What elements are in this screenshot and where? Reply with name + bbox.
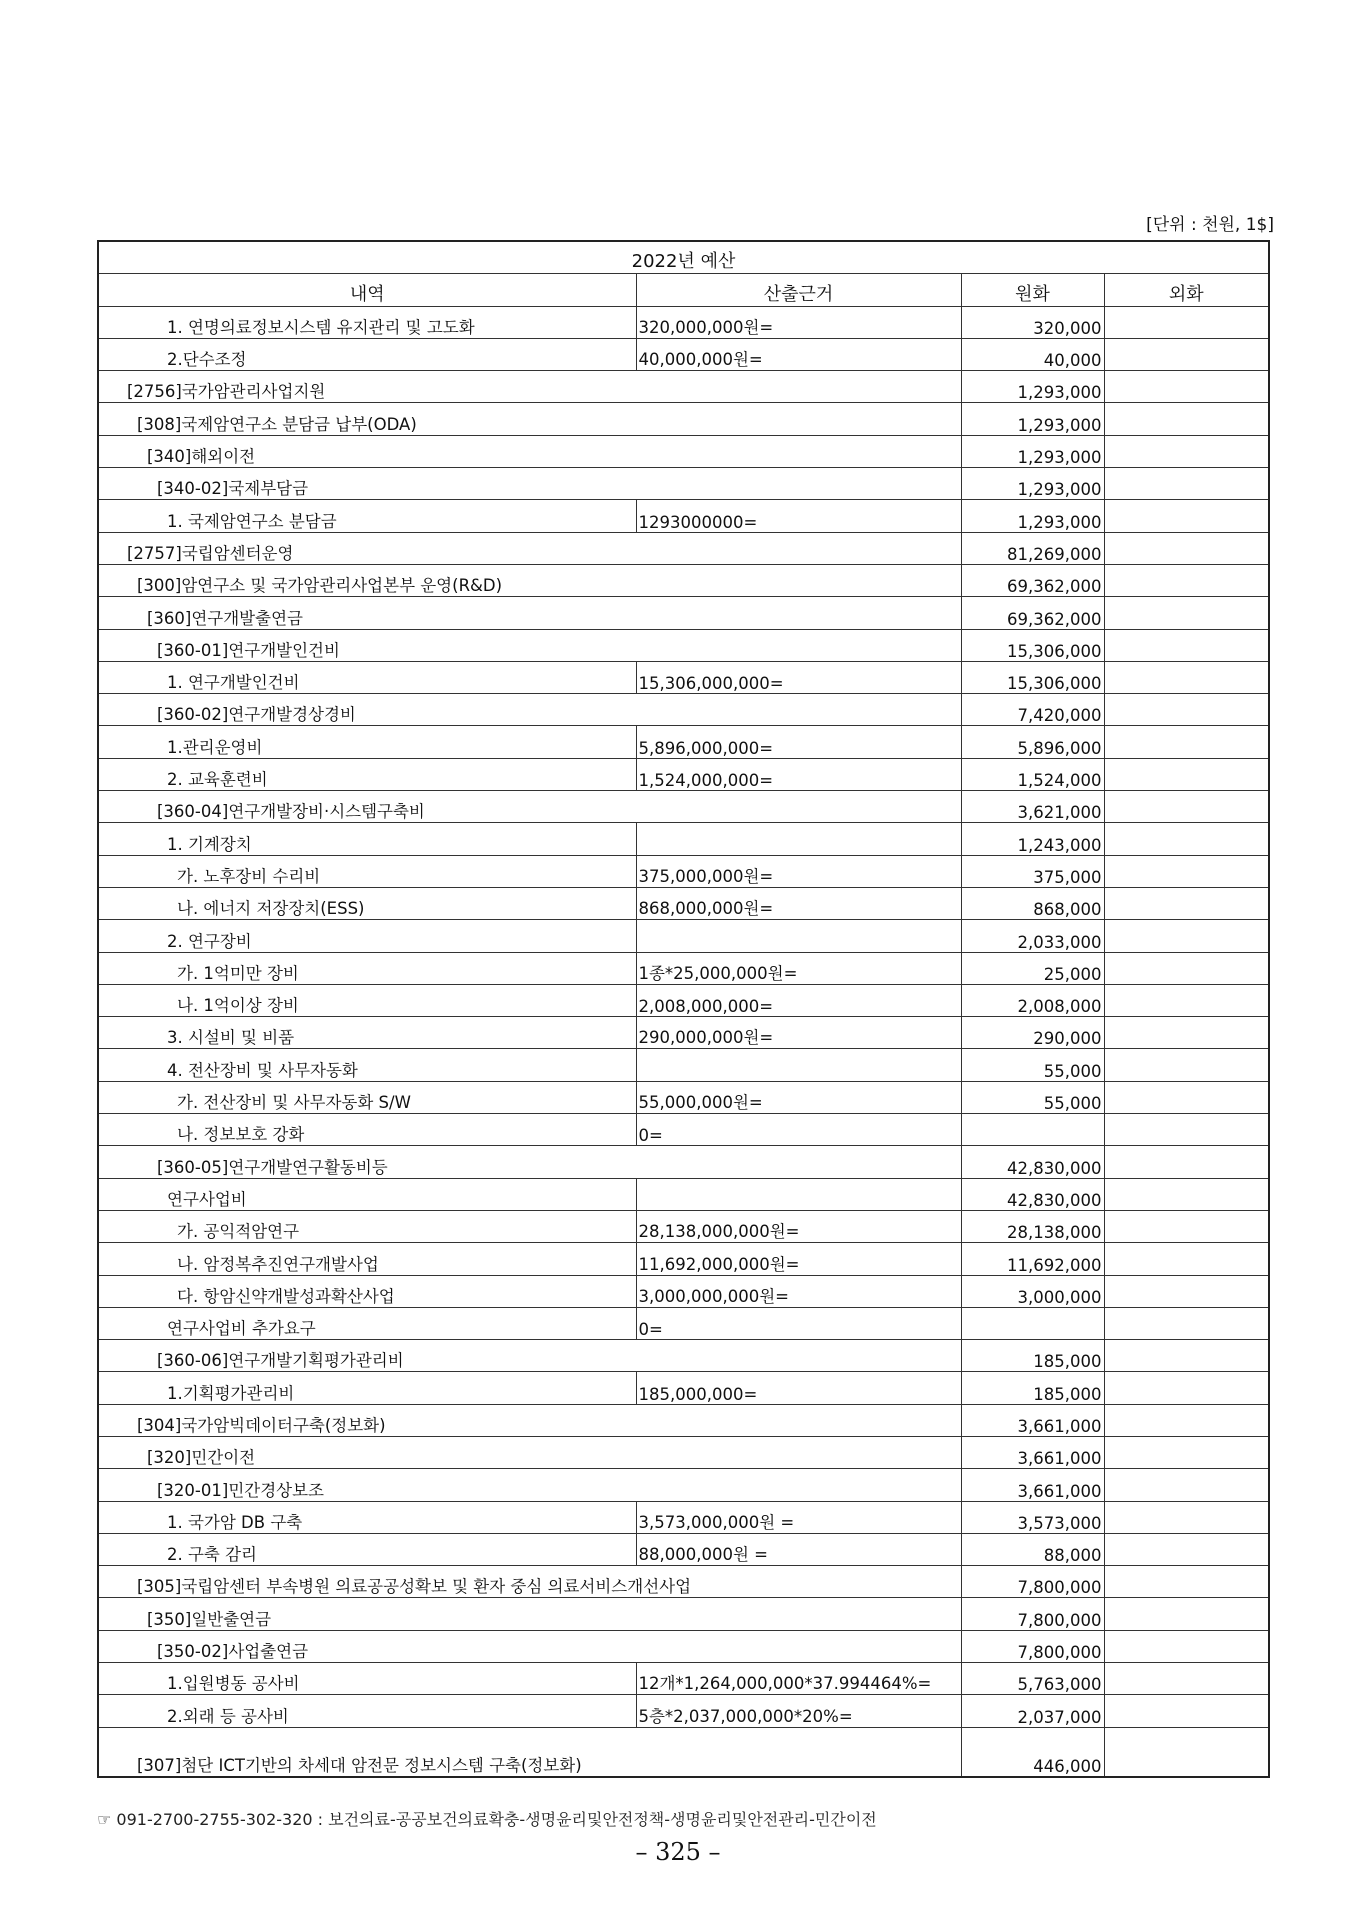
- table-row: [98, 1404, 1269, 1436]
- row-basis: 12개*1,264,000,000*37.994464%=: [636, 1663, 961, 1695]
- row-krw: 2,033,000: [961, 920, 1104, 952]
- row-krw: 1,293,000: [961, 500, 1104, 532]
- table-row: [98, 726, 1269, 758]
- row-foreign: [1104, 629, 1269, 661]
- row-foreign: [1104, 1501, 1269, 1533]
- row-krw: 2,008,000: [961, 984, 1104, 1016]
- row-foreign: [1104, 435, 1269, 467]
- row-item: [360-02]연구개발경상경비: [98, 694, 961, 726]
- row-item: [307]첨단 ICT기반의 차세대 암전문 정보시스템 구축(정보화): [98, 1727, 961, 1777]
- row-item: 2. 교육훈련비: [98, 758, 636, 790]
- row-item: [340-02]국제부담금: [98, 468, 961, 500]
- row-foreign: [1104, 1017, 1269, 1049]
- row-foreign: [1104, 823, 1269, 855]
- row-krw: 55,000: [961, 1049, 1104, 1081]
- row-basis: 375,000,000원=: [636, 855, 961, 887]
- row-foreign: [1104, 371, 1269, 403]
- row-basis: 55,000,000원=: [636, 1081, 961, 1113]
- unit-label: [단위 : 천원, 1$]: [1146, 215, 1274, 235]
- row-item: 가. 전산장비 및 사무자동화 S/W: [98, 1081, 636, 1113]
- row-basis: 320,000,000원=: [636, 306, 961, 338]
- row-krw: 1,293,000: [961, 403, 1104, 435]
- row-item: 4. 전산장비 및 사무자동화: [98, 1049, 636, 1081]
- row-foreign: [1104, 1695, 1269, 1727]
- row-foreign: [1104, 920, 1269, 952]
- row-krw: 15,306,000: [961, 629, 1104, 661]
- row-foreign: [1104, 1340, 1269, 1372]
- row-foreign: [1104, 1081, 1269, 1113]
- row-krw: 868,000: [961, 887, 1104, 919]
- table-row: [98, 338, 1269, 370]
- row-item: [2757]국립암센터운영: [98, 532, 961, 564]
- row-foreign: [1104, 1533, 1269, 1565]
- row-basis: 40,000,000원=: [636, 338, 961, 370]
- header-krw: 원화: [961, 274, 1104, 306]
- row-item: 나. 암정복추진연구개발사업: [98, 1243, 636, 1275]
- table-row: [98, 1630, 1269, 1662]
- row-basis: [636, 1049, 961, 1081]
- row-krw: 1,243,000: [961, 823, 1104, 855]
- row-item: 가. 공익적암연구: [98, 1210, 636, 1242]
- row-item: [304]국가암빅데이터구축(정보화): [98, 1404, 961, 1436]
- table-row: [98, 1049, 1269, 1081]
- row-item: [300]암연구소 및 국가암관리사업본부 운영(R&D): [98, 564, 961, 596]
- row-krw: 69,362,000: [961, 564, 1104, 596]
- row-item: [360-04]연구개발장비·시스템구축비: [98, 791, 961, 823]
- row-basis: 5,896,000,000=: [636, 726, 961, 758]
- row-krw: 1,293,000: [961, 371, 1104, 403]
- row-item: [360]연구개발출연금: [98, 597, 961, 629]
- row-item: [350-02]사업출연금: [98, 1630, 961, 1662]
- row-foreign: [1104, 791, 1269, 823]
- table-row: [98, 1598, 1269, 1630]
- row-foreign: [1104, 564, 1269, 596]
- row-foreign: [1104, 468, 1269, 500]
- table-row: [98, 435, 1269, 467]
- row-basis: [636, 1178, 961, 1210]
- row-basis: 2,008,000,000=: [636, 984, 961, 1016]
- row-foreign: [1104, 1210, 1269, 1242]
- row-krw: 7,800,000: [961, 1630, 1104, 1662]
- table-row: [98, 661, 1269, 693]
- row-krw: 185,000: [961, 1372, 1104, 1404]
- table-row: [98, 564, 1269, 596]
- row-item: 1.기획평가관리비: [98, 1372, 636, 1404]
- table-row: [98, 1695, 1269, 1727]
- row-item: 2.단수조정: [98, 338, 636, 370]
- table-row: [98, 855, 1269, 887]
- row-item: 2.외래 등 공사비: [98, 1695, 636, 1727]
- table-row: [98, 1372, 1269, 1404]
- row-basis: 28,138,000,000원=: [636, 1210, 961, 1242]
- table-row: [98, 1340, 1269, 1372]
- row-krw: 3,000,000: [961, 1275, 1104, 1307]
- row-item: 연구사업비: [98, 1178, 636, 1210]
- table-row: [98, 468, 1269, 500]
- table-row: [98, 629, 1269, 661]
- table-row: [98, 1469, 1269, 1501]
- table-row: [98, 1178, 1269, 1210]
- row-krw: 88,000: [961, 1533, 1104, 1565]
- row-krw: 55,000: [961, 1081, 1104, 1113]
- row-krw: 3,661,000: [961, 1436, 1104, 1468]
- row-krw: 185,000: [961, 1340, 1104, 1372]
- row-krw: 5,763,000: [961, 1663, 1104, 1695]
- budget-table: [97, 240, 1270, 1778]
- row-foreign: [1104, 1049, 1269, 1081]
- row-basis: 5층*2,037,000,000*20%=: [636, 1695, 961, 1727]
- row-item: [360-05]연구개발연구활동비등: [98, 1146, 961, 1178]
- table-row: [98, 1533, 1269, 1565]
- row-krw: 290,000: [961, 1017, 1104, 1049]
- row-krw: 3,621,000: [961, 791, 1104, 823]
- row-foreign: [1104, 1178, 1269, 1210]
- row-krw: 5,896,000: [961, 726, 1104, 758]
- header-foreign: 외화: [1104, 274, 1269, 306]
- row-foreign: [1104, 1404, 1269, 1436]
- table-row: [98, 791, 1269, 823]
- row-basis: 0=: [636, 1114, 961, 1146]
- row-item: 2. 구축 감리: [98, 1533, 636, 1565]
- table-row: [98, 532, 1269, 564]
- table-title: 2022년 예산: [98, 241, 1269, 274]
- row-krw: 15,306,000: [961, 661, 1104, 693]
- row-krw: 42,830,000: [961, 1178, 1104, 1210]
- row-item: 2. 연구장비: [98, 920, 636, 952]
- row-item: 가. 1억미만 장비: [98, 952, 636, 984]
- row-foreign: [1104, 1598, 1269, 1630]
- row-foreign: [1104, 500, 1269, 532]
- table-row: [98, 1114, 1269, 1146]
- row-basis: 290,000,000원=: [636, 1017, 961, 1049]
- row-basis: 1종*25,000,000원=: [636, 952, 961, 984]
- row-basis: 11,692,000,000원=: [636, 1243, 961, 1275]
- table-title-row: [98, 241, 1269, 274]
- row-item: 1. 연구개발인건비: [98, 661, 636, 693]
- table-header-row: [98, 274, 1269, 306]
- table-row: [98, 1501, 1269, 1533]
- row-krw: 3,661,000: [961, 1469, 1104, 1501]
- table-row: [98, 887, 1269, 919]
- row-basis: 185,000,000=: [636, 1372, 961, 1404]
- row-item: [340]해외이전: [98, 435, 961, 467]
- row-basis: 88,000,000원 =: [636, 1533, 961, 1565]
- row-foreign: [1104, 694, 1269, 726]
- row-krw: 1,524,000: [961, 758, 1104, 790]
- row-item: [320-01]민간경상보조: [98, 1469, 961, 1501]
- row-item: 1.관리운영비: [98, 726, 636, 758]
- header-item: 내역: [98, 274, 636, 306]
- row-item: 나. 1억이상 장비: [98, 984, 636, 1016]
- row-krw: 11,692,000: [961, 1243, 1104, 1275]
- table-row: [98, 1243, 1269, 1275]
- table-row: [98, 984, 1269, 1016]
- row-krw: 3,661,000: [961, 1404, 1104, 1436]
- row-foreign: [1104, 887, 1269, 919]
- row-krw: 42,830,000: [961, 1146, 1104, 1178]
- row-foreign: [1104, 855, 1269, 887]
- row-basis: 1293000000=: [636, 500, 961, 532]
- row-foreign: [1104, 1275, 1269, 1307]
- row-krw: 40,000: [961, 338, 1104, 370]
- row-foreign: [1104, 726, 1269, 758]
- row-krw: 69,362,000: [961, 597, 1104, 629]
- row-item: 1. 연명의료정보시스템 유지관리 및 고도화: [98, 306, 636, 338]
- row-krw: [961, 1114, 1104, 1146]
- row-foreign: [1104, 1307, 1269, 1339]
- row-foreign: [1104, 1114, 1269, 1146]
- row-basis: [636, 823, 961, 855]
- row-item: [2756]국가암관리사업지원: [98, 371, 961, 403]
- table-row: [98, 1436, 1269, 1468]
- table-row: [98, 403, 1269, 435]
- row-foreign: [1104, 1372, 1269, 1404]
- row-foreign: [1104, 1566, 1269, 1598]
- row-item: 1. 국가암 DB 구축: [98, 1501, 636, 1533]
- row-item: [308]국제암연구소 분담금 납부(ODA): [98, 403, 961, 435]
- row-basis: [636, 920, 961, 952]
- row-basis: 15,306,000,000=: [636, 661, 961, 693]
- row-foreign: [1104, 1243, 1269, 1275]
- row-krw: [961, 1307, 1104, 1339]
- row-basis: 1,524,000,000=: [636, 758, 961, 790]
- row-item: 1.입원병동 공사비: [98, 1663, 636, 1695]
- row-item: 3. 시설비 및 비품: [98, 1017, 636, 1049]
- row-krw: 7,800,000: [961, 1566, 1104, 1598]
- table-row: [98, 1017, 1269, 1049]
- row-foreign: [1104, 1146, 1269, 1178]
- row-basis: 3,000,000,000원=: [636, 1275, 961, 1307]
- row-item: 1. 기계장치: [98, 823, 636, 855]
- table-row: [98, 1146, 1269, 1178]
- row-item: 연구사업비 추가요구: [98, 1307, 636, 1339]
- table-row: [98, 823, 1269, 855]
- row-foreign: [1104, 597, 1269, 629]
- row-foreign: [1104, 403, 1269, 435]
- row-foreign: [1104, 984, 1269, 1016]
- row-krw: 1,293,000: [961, 435, 1104, 467]
- table-row: [98, 1081, 1269, 1113]
- row-krw: 7,420,000: [961, 694, 1104, 726]
- row-foreign: [1104, 306, 1269, 338]
- row-item: [320]민간이전: [98, 1436, 961, 1468]
- row-basis: 3,573,000,000원 =: [636, 1501, 961, 1533]
- row-item: [350]일반출연금: [98, 1598, 961, 1630]
- table-row: [98, 1663, 1269, 1695]
- row-foreign: [1104, 758, 1269, 790]
- row-foreign: [1104, 661, 1269, 693]
- row-foreign: [1104, 1630, 1269, 1662]
- table-row: [98, 306, 1269, 338]
- row-krw: 25,000: [961, 952, 1104, 984]
- footer-note: ☞ 091-2700-2755-302-320 : 보건의료-공공보건의료확충-생명윤리및안전정책-생명윤리및안전관리-민간이전: [97, 1810, 877, 1829]
- row-item: 가. 노후장비 수리비: [98, 855, 636, 887]
- row-item: [305]국립암센터 부속병원 의료공공성확보 및 환자 중심 의료서비스개선사업: [98, 1566, 961, 1598]
- row-foreign: [1104, 338, 1269, 370]
- row-krw: 375,000: [961, 855, 1104, 887]
- row-krw: 81,269,000: [961, 532, 1104, 564]
- page-number: – 325 –: [635, 1838, 721, 1866]
- table-row: [98, 371, 1269, 403]
- row-foreign: [1104, 1727, 1269, 1777]
- row-item: 다. 항암신약개발성과확산사업: [98, 1275, 636, 1307]
- table-row: [98, 1727, 1269, 1777]
- table-row: [98, 1566, 1269, 1598]
- row-item: [360-01]연구개발인건비: [98, 629, 961, 661]
- row-krw: 2,037,000: [961, 1695, 1104, 1727]
- table-row: [98, 758, 1269, 790]
- row-basis: 0=: [636, 1307, 961, 1339]
- table-row: [98, 920, 1269, 952]
- row-item: 나. 에너지 저장장치(ESS): [98, 887, 636, 919]
- row-krw: 7,800,000: [961, 1598, 1104, 1630]
- table-row: [98, 1210, 1269, 1242]
- table-row: [98, 952, 1269, 984]
- row-krw: 28,138,000: [961, 1210, 1104, 1242]
- header-basis: 산출근거: [636, 274, 961, 306]
- row-foreign: [1104, 1436, 1269, 1468]
- row-foreign: [1104, 1663, 1269, 1695]
- row-krw: 446,000: [961, 1727, 1104, 1777]
- row-foreign: [1104, 952, 1269, 984]
- row-item: 1. 국제암연구소 분담금: [98, 500, 636, 532]
- row-basis: 868,000,000원=: [636, 887, 961, 919]
- row-item: [360-06]연구개발기획평가관리비: [98, 1340, 961, 1372]
- row-item: 나. 정보보호 강화: [98, 1114, 636, 1146]
- table-row: [98, 500, 1269, 532]
- table-row: [98, 1307, 1269, 1339]
- row-foreign: [1104, 1469, 1269, 1501]
- table-row: [98, 1275, 1269, 1307]
- row-krw: 320,000: [961, 306, 1104, 338]
- table-row: [98, 597, 1269, 629]
- row-krw: 3,573,000: [961, 1501, 1104, 1533]
- table-row: [98, 694, 1269, 726]
- row-krw: 1,293,000: [961, 468, 1104, 500]
- row-foreign: [1104, 532, 1269, 564]
